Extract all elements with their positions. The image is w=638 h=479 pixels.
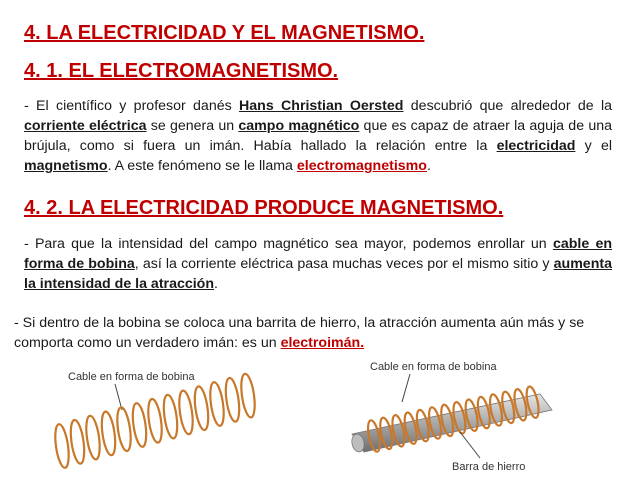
coil-turns <box>53 373 257 469</box>
paragraph-coil: - Para que la intensidad del campo magnético sea mayor, podemos enrollar un cable en forma de bobina, así la corriente eléctrica pasa muchas veces por el mismo sitio y aumenta la intensidad de la atracción. <box>24 236 613 292</box>
coil-turn <box>192 386 210 431</box>
coil-turn <box>115 407 133 452</box>
coil-turn <box>161 394 179 439</box>
coil-turn <box>68 419 86 464</box>
coil-turn <box>223 377 241 422</box>
coil-turn <box>146 398 164 443</box>
paragraph-electromagnet: - Si dentro de la bobina se coloca una barrita de hierro, la atracción aumenta aún más y se comporta como un verdadero imán: es un electroimán. <box>14 315 585 351</box>
term-oersted: Hans Christian Oersted <box>239 98 404 114</box>
section-heading-electromagnetism: 4. 1. EL ELECTROMAGNETISMO. <box>24 60 339 82</box>
coil-turn <box>177 390 195 435</box>
coil-turn <box>130 402 148 447</box>
term-magnetic-field: campo magnético <box>238 118 360 134</box>
electromagnet-coil-label: Cable en forma de bobina <box>370 361 497 373</box>
coil-illustration <box>40 358 290 476</box>
term-electricity: electricidad <box>496 138 576 154</box>
coil-turn <box>208 381 226 426</box>
term-electromagnet: electroimán. <box>280 335 365 351</box>
coil-label: Cable en forma de bobina <box>68 371 195 383</box>
term-increased-attraction: aumenta la intensidad de la atracción <box>24 256 612 292</box>
electromagnet-illustration <box>340 352 590 476</box>
term-coil-cable: cable en forma de bobina <box>24 236 613 272</box>
coil-turn <box>239 373 257 418</box>
main-heading: 4. LA ELECTRICIDAD Y EL MAGNETISMO. <box>24 22 425 44</box>
term-electric-current: corriente eléctrica <box>24 118 147 134</box>
coil-turn <box>84 415 102 460</box>
term-magnetism: magnetismo <box>24 158 108 174</box>
coil-turn <box>53 423 71 468</box>
section-heading-electricity-produces-magnetism: 4. 2. LA ELECTRICIDAD PRODUCE MAGNETISMO. <box>24 197 504 219</box>
coil-turn <box>99 411 117 456</box>
term-electromagnetism: electromagnetismo <box>296 158 427 174</box>
paragraph-oersted: - El científico y profesor danés Hans Christian Oersted descubrió que alrededor de la corriente eléctrica se genera un campo magnético que es capaz de atraer la aguja de una brújula, como si fuera un imán. Había hallado la relación entre la electricidad y el magnetismo. A este fenómeno se le llama electromagnetismo. <box>24 98 613 174</box>
iron-bar-label: Barra de hierro <box>452 461 526 473</box>
